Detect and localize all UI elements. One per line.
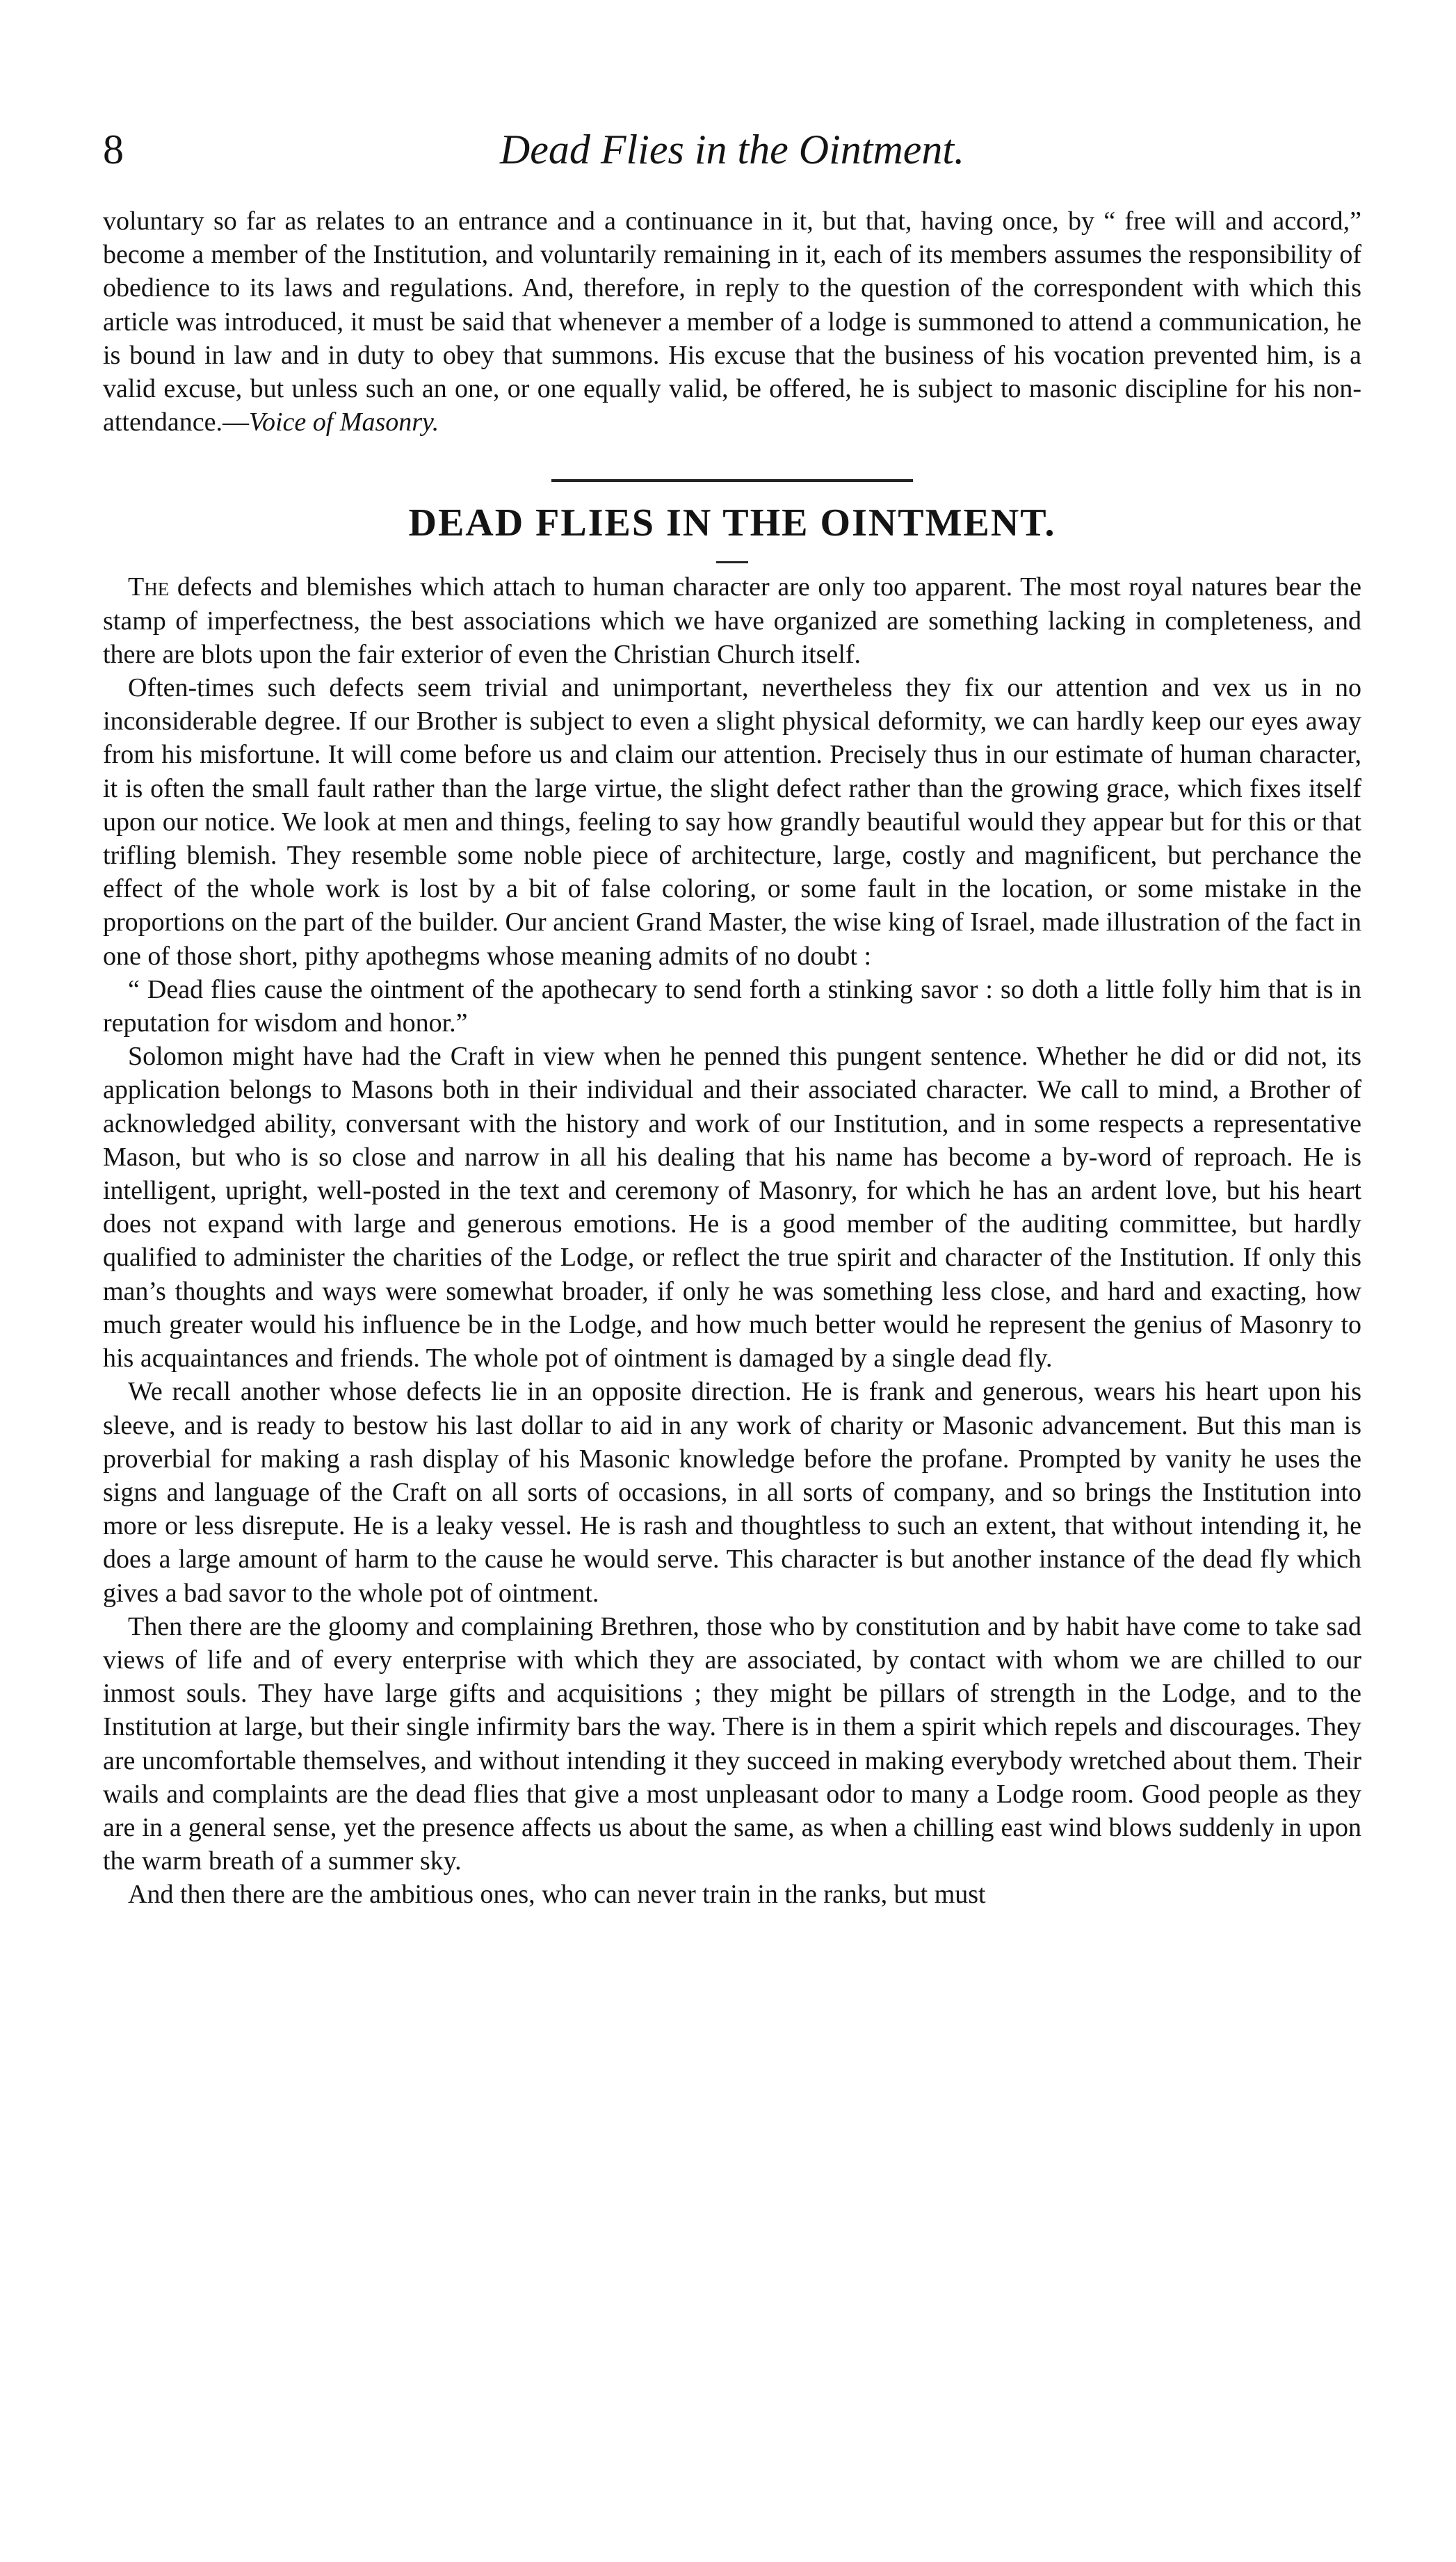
- article-title: DEAD FLIES IN THE OINTMENT.: [408, 501, 1056, 545]
- scripture-quote: “ Dead flies cause the ointment of the apothecary to send forth a stinking savor : so doth a little folly him that is in reputation for wisdom and honor.”: [103, 974, 1361, 1038]
- article-paragraph-3: Solomon might have had the Craft in view when he penned this pungent sentence. Whether he did or did not, its application belongs to Masons both in their individual and their associated character. We call to mind, a Brother of acknowledged ability, conversant with the history and work of our Institution, and in some respects a representative Mason, but who is so close and narrow in all his dealing that his name has become a by-word of reproach. He is intelligent, upright, well-posted in the text and ceremony of Masonry, for which he has an ardent love, but his heart does not expand with large and generous emotions. He is a good member of the auditing committee, but hardly qualified to administer the charities of the Lodge, or reflect the true spirit and character of the Institution. If only this man’s thoughts and ways were somewhat broader, if only he was something less close, and hard and exacting, how much greater would his influence be in the Lodge, and how much better would he represent the genius of Masonry to his acquaintances and friends. The whole pot of ointment is damaged by a single dead fly.: [103, 1042, 1361, 1373]
- article-paragraph-1: [103, 570, 1361, 671]
- drop-word: The: [128, 572, 170, 602]
- book-page: [103, 118, 1361, 1912]
- article-paragraph-5: Then there are the gloomy and complaining Brethren, those who by constitution and by habit have come to take sad views of life and of every enterprise with which they are associated, by contact with whom we are chilled to our inmost souls. They have large gifts and acquisitions ; they might be pillars of strength in the Lodge, and to the Institution at large, but their single infirmity bars the way. There is in them a spirit which repels and discourages. They are uncomfortable themselves, and without intending it they succeed in making everybody wretched about them. Their wails and complaints are the dead flies that give a most unpleasant odor to many a Lodge room. Good people as they are in a general sense, yet the presence affects us about the same, as when a chilling east wind blows suddenly in upon the warm breath of a summer sky.: [103, 1611, 1361, 1876]
- paragraph-text: defects and blemishes which attach to human character are only too apparent. The most royal natures bear the stamp of imperfectness, the best associations which we have organized are something lacking in completeness, and there are blots upon the fair exterior of even the Christian Church itself.: [103, 572, 1361, 669]
- section-divider: [551, 479, 913, 482]
- article-paragraph-4: We recall another whose defects lie in an opposite direction. He is frank and generous, wears his heart upon his sleeve, and is ready to bestow his last dollar to aid in any work of charity or Masonic advancement. But this man is proverbial for making a rash display of his Masonic knowledge before the profane. Prompted by vanity he uses the signs and language of the Craft on all sorts of occasions, in all sorts of company, and so brings the Institution into more or less disrepute. He is a leaky vessel. He is rash and thoughtless to such an extent, that without intending it, he does a large amount of harm to the cause he would serve. This character is but another instance of the dead fly which gives a bad savor to the whole pot of ointment.: [103, 1377, 1361, 1608]
- page-number: 8: [103, 127, 124, 172]
- continuation-paragraph: [103, 204, 1361, 439]
- running-head: [103, 118, 1361, 181]
- continuation-text: voluntary so far as relates to an entrance and a continuance in it, but that, having once, by “ free will and accord,” become a member of the Institution, and voluntarily remaining in it, each of its members assumes the responsibility of obedience to its laws and regulations. And, therefore, in reply to the question of the correspondent with which this article was introduced, it must be said that whenever a member of a lodge is summoned to attend a communication, he is bound in law and in duty to obey that summons. His excuse that the business of his vocation prevented him, is a valid excuse, but unless such an one, or one equally valid, be offered, he is subject to masonic discipline for his non-attendance.—: [103, 207, 1361, 437]
- title-rule: [716, 561, 748, 563]
- article-paragraph-2: Often-times such defects seem trivial and unimportant, nevertheless they fix our attention and vex us in no inconsiderable degree. If our Brother is subject to even a slight physical deformity, we can hardly keep our eyes away from his misfortune. It will come before us and claim our attention. Precisely thus in our estimate of human character, it is often the small fault rather than the large virtue, the slight defect rather than the growing grace, which fixes itself upon our notice. We look at men and things, feeling to say how grandly beautiful would they appear but for this or that trifling blemish. They resemble some noble piece of architecture, large, costly and magnificent, but perchance the effect of the whole work is lost by a bit of false coloring, or some fault in the location, or some mistake in the proportions on the part of the builder. Our ancient Grand Master, the wise king of Israel, made illustration of the fact in one of those short, pithy apothegms whose meaning admits of no doubt :: [103, 673, 1361, 971]
- article-paragraph-6: And then there are the ambitious ones, who can never train in the ranks, but must: [128, 1880, 986, 1910]
- source-attribution: Voice of Masonry.: [248, 408, 439, 437]
- running-title: Dead Flies in the Ointment.: [499, 127, 965, 172]
